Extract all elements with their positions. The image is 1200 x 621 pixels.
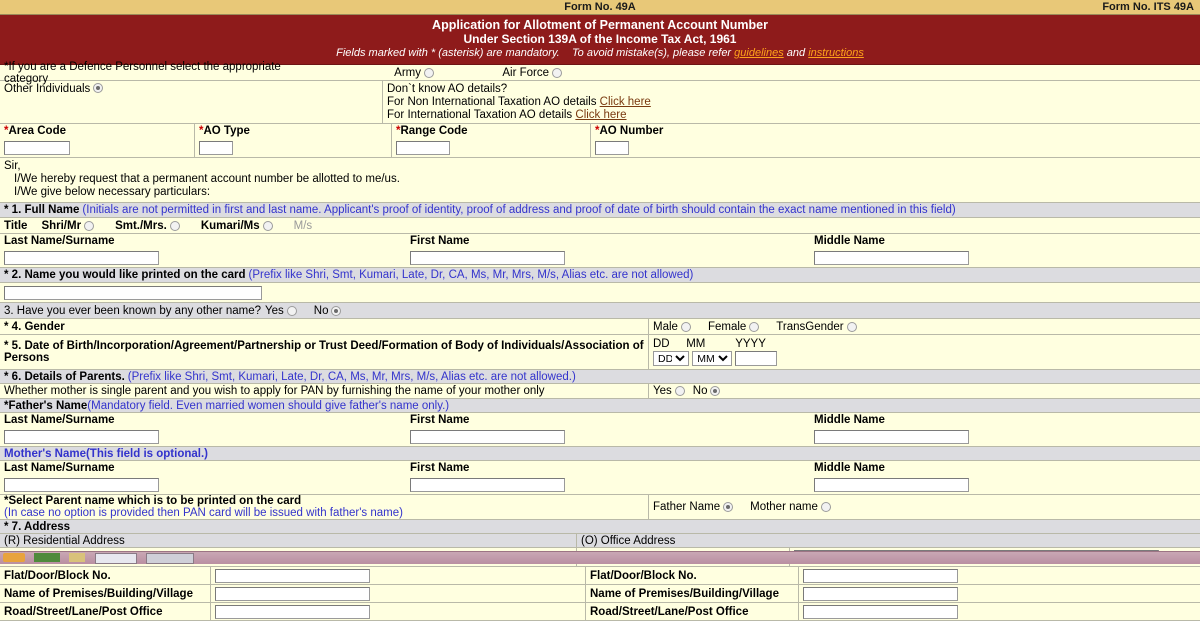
applicant-middle-name-label: Middle Name	[814, 235, 885, 247]
card-name-input-row	[0, 283, 1200, 303]
res-premises-input-cell	[211, 585, 586, 602]
res-flat-input[interactable]	[215, 569, 370, 583]
q3-yes-radio[interactable]	[287, 306, 297, 316]
ao-help-intl-text: For International Taxation AO details	[387, 108, 573, 121]
mother-middle-name-input-cell	[810, 475, 1200, 494]
address-row	[0, 585, 1200, 603]
form-number-right: Form No. ITS 49A	[1102, 1, 1194, 13]
gender-transgender-radio[interactable]	[847, 322, 857, 332]
parent-mother-label: Mother name	[750, 501, 818, 513]
airforce-option[interactable]	[441, 65, 569, 80]
defence-row-spacer	[569, 65, 1200, 80]
father-last-name-input[interactable]	[4, 430, 159, 444]
mother-name-input-row	[0, 475, 1200, 495]
parent-father-label: Father Name	[653, 501, 721, 513]
mother-name-label-row	[0, 461, 1200, 475]
single-parent-yes-radio[interactable]	[675, 386, 685, 396]
single-parent-no-radio[interactable]	[710, 386, 720, 396]
res-flat-label: Flat/Door/Block No.	[4, 569, 111, 582]
mother-name-header: Mother's Name(This field is optional.)	[4, 447, 209, 460]
ao-number-label: AO Number	[599, 125, 664, 137]
q5-fields-cell	[649, 335, 1200, 369]
title-shri-label: Shri/Mr	[41, 219, 82, 232]
non-intl-click-here-link[interactable]: Click here	[599, 95, 651, 108]
father-name-header-row	[0, 399, 1200, 413]
form-number-center: Form No. 49A	[564, 1, 636, 13]
title-label: Title	[4, 219, 28, 232]
area-code-label: Area Code	[8, 125, 67, 137]
off-premises-label: Name of Premises/Building/Village	[590, 587, 779, 600]
q6-title: * 6. Details of Parents.	[4, 370, 125, 383]
ao-number-asterisk: *	[595, 125, 600, 137]
form-title-banner	[0, 15, 1200, 65]
gender-female-radio[interactable]	[749, 322, 759, 332]
father-first-name-input[interactable]	[410, 430, 565, 444]
q7-title: * 7. Address	[4, 520, 71, 533]
applicant-first-name-input[interactable]	[410, 251, 565, 265]
other-individuals-row	[0, 81, 1200, 124]
title-kumari-label: Kumari/Ms	[200, 219, 260, 232]
applicant-name-label-row	[0, 234, 1200, 248]
army-label: Army	[394, 66, 421, 79]
off-road-input[interactable]	[803, 605, 958, 619]
area-code-input[interactable]	[4, 141, 70, 155]
applicant-last-name-label: Last Name/Surname	[4, 235, 115, 247]
res-flat-input-cell	[211, 567, 586, 584]
mother-last-name-input-cell	[0, 475, 406, 494]
defence-personnel-label-cell	[0, 60, 328, 85]
range-code-asterisk: *	[396, 125, 401, 137]
area-code-label-cell	[0, 124, 195, 138]
mother-last-name-input[interactable]	[4, 478, 159, 492]
gender-male-label: Male	[653, 320, 678, 333]
airforce-label: Air Force	[502, 66, 549, 79]
defence-personnel-label: *If you are a Defence Personnel select the appropriate category	[4, 60, 281, 85]
single-parent-options-cell	[649, 384, 1200, 398]
off-flat-label-cell	[586, 567, 799, 584]
ao-number-input[interactable]	[595, 141, 629, 155]
res-premises-label: Name of Premises/Building/Village	[4, 587, 193, 600]
q5-label-cell	[0, 335, 649, 369]
q2-header-row	[0, 268, 1200, 283]
off-flat-label: Flat/Door/Block No.	[590, 569, 697, 582]
single-parent-no-label: No	[692, 385, 708, 397]
form-subtitle: Under Section 139A of the Income Tax Act, 1961	[463, 32, 737, 46]
res-road-input-cell	[211, 603, 586, 620]
parent-mother-radio[interactable]	[821, 502, 831, 512]
res-road-label: Road/Street/Lane/Post Office	[4, 605, 163, 618]
mother-middle-name-input[interactable]	[814, 478, 969, 492]
off-premises-input-cell	[799, 585, 1200, 602]
mother-last-name-label-cell	[0, 461, 406, 475]
dob-dd-header: DD	[653, 337, 670, 350]
area-code-asterisk: *	[4, 125, 9, 137]
ao-type-input-cell	[195, 138, 392, 157]
asterisk-glyph: *	[430, 47, 436, 59]
address-row	[0, 603, 1200, 621]
area-code-input-cell	[0, 138, 195, 157]
father-middle-name-input[interactable]	[814, 430, 969, 444]
mother-middle-name-label: Middle Name	[814, 462, 885, 474]
q3-no-label: No	[313, 304, 329, 317]
q7-header-cell	[0, 520, 1200, 533]
q3-label: 3. Have you ever been known by any other name?	[4, 304, 261, 317]
select-parent-options-cell	[649, 495, 1200, 519]
mother-name-header-cell	[0, 447, 1200, 460]
card-name-input-cell	[0, 283, 1200, 302]
applicant-first-name-label: First Name	[410, 235, 470, 247]
q3-cell	[0, 303, 1200, 318]
title-smt-radio[interactable]	[170, 221, 180, 231]
q1-header-row	[0, 203, 1200, 218]
res-road-input[interactable]	[215, 605, 370, 619]
single-parent-row	[0, 384, 1200, 399]
form-number-bar	[0, 0, 1200, 15]
gender-male-radio[interactable]	[681, 322, 691, 332]
title-kumari-radio[interactable]	[263, 221, 273, 231]
airforce-radio[interactable]	[552, 68, 562, 78]
ao-help-cell	[383, 81, 1200, 123]
applicant-last-name-input-cell	[0, 248, 406, 267]
taskbar-app-icon-2[interactable]	[69, 553, 85, 562]
mandatory-note-c: To avoid mistake(s), please refer	[571, 47, 732, 59]
single-parent-label: Whether mother is single parent and you wish to apply for PAN by furnishing the name of your mother only	[4, 385, 545, 397]
salutation-block	[0, 158, 1200, 203]
title-ms-label: M/s	[293, 219, 313, 232]
applicant-first-name-label-cell	[406, 234, 810, 248]
father-name-note: (Mandatory field. Even married women should give father's name only.)	[87, 399, 450, 412]
defence-personnel-row	[0, 60, 1200, 85]
off-premises-input[interactable]	[803, 587, 958, 601]
title-smt-label: Smt./Mrs.	[115, 219, 167, 232]
select-parent-line2: (In case no option is provided then PAN card will be issued with father's name)	[4, 507, 403, 519]
mandatory-note-b: (asterisk) are mandatory.	[438, 47, 560, 59]
father-name-header: *Father's Name	[4, 399, 88, 412]
dob-inputs	[653, 351, 777, 367]
ao-code-input-row	[0, 138, 1200, 158]
salutation-line2: I/We give below necessary particulars:	[14, 186, 211, 198]
ao-help-question: Don`t know AO details?	[387, 82, 508, 95]
instructions-link[interactable]: instructions	[808, 47, 864, 59]
range-code-input-cell	[392, 138, 591, 157]
q2-header-cell	[0, 268, 1200, 282]
applicant-middle-name-input-cell	[810, 248, 1200, 267]
q4-label: * 4. Gender	[4, 320, 65, 333]
father-first-name-label: First Name	[410, 414, 470, 426]
ao-type-label: AO Type	[203, 125, 250, 137]
q6-header-cell	[0, 370, 1200, 383]
father-middle-name-label: Middle Name	[814, 414, 885, 426]
applicant-last-name-input[interactable]	[4, 251, 159, 265]
q7-header-row	[0, 520, 1200, 534]
father-middle-name-label-cell	[810, 413, 1200, 427]
dob-year-input[interactable]	[735, 351, 777, 366]
title-radio-row	[0, 218, 1200, 234]
dob-mm-header: MM	[686, 337, 706, 350]
off-road-label-cell	[586, 603, 799, 620]
ao-help-intl-line	[387, 109, 627, 122]
taskbar-app-icon-4[interactable]	[146, 553, 194, 564]
gender-female-label: Female	[707, 320, 747, 333]
q2-title: * 2. Name you would like printed on the card	[4, 269, 246, 281]
mother-last-name-label: Last Name/Surname	[4, 462, 115, 474]
dob-day-select[interactable]	[653, 351, 689, 366]
father-last-name-label-cell	[0, 413, 406, 427]
title-shri-radio[interactable]	[84, 221, 94, 231]
applicant-middle-name-label-cell	[810, 234, 1200, 248]
single-parent-yes-label: Yes	[653, 385, 672, 397]
q4-label-cell	[0, 319, 649, 334]
res-premises-label-cell	[0, 585, 211, 602]
card-name-input[interactable]	[4, 286, 262, 300]
address-column-header-row	[0, 534, 1200, 548]
other-individuals-label: Other Individuals	[4, 83, 91, 95]
q3-row	[0, 303, 1200, 319]
applicant-name-input-row	[0, 248, 1200, 268]
applicant-first-name-input-cell	[406, 248, 810, 267]
taskbar-app-icon-3[interactable]	[95, 553, 137, 564]
select-parent-row	[0, 495, 1200, 520]
range-code-input[interactable]	[396, 141, 450, 155]
mother-first-name-input-cell	[406, 475, 810, 494]
q1-note: (Initials are not permitted in first and last name. Applicant's proof of identity, proof of address and proof of date of birth should contain the exact name mentioned in this field)	[82, 204, 956, 216]
res-premises-input[interactable]	[215, 587, 370, 601]
mother-first-name-label-cell	[406, 461, 810, 475]
salutation-line1: I/We hereby request that a permanent account number be allotted to me/us.	[14, 173, 400, 185]
office-address-header-cell	[577, 534, 1200, 547]
form-title: Application for Allotment of Permanent Account Number	[432, 18, 768, 32]
q2-note: (Prefix like Shri, Smt, Kumari, Late, Dr, CA, Ms, Mr, Mrs, M/s, Alias etc. are not allowed)	[248, 269, 694, 281]
q6-header-row	[0, 370, 1200, 384]
off-road-input-cell	[799, 603, 1200, 620]
mother-first-name-input[interactable]	[410, 478, 565, 492]
q5-dob-row	[0, 335, 1200, 370]
off-flat-input-cell	[799, 567, 1200, 584]
select-parent-line1: *Select Parent name which is to be printed on the card	[4, 495, 302, 507]
ao-type-input[interactable]	[199, 141, 233, 155]
q6-note: (Prefix like Shri, Smt, Kumari, Late, Dr, CA, Ms, Mr, Mrs, M/s, Alias etc. are not allowed.)	[127, 370, 576, 383]
taskbar-app-icon-1[interactable]	[34, 553, 60, 562]
salutation-sir: Sir,	[4, 160, 21, 172]
ao-help-non-intl-text: For Non International Taxation AO details	[387, 95, 597, 108]
mother-name-header-row	[0, 447, 1200, 461]
q1-header-cell	[0, 203, 1200, 217]
q3-yes-label: Yes	[265, 304, 284, 317]
parent-father-radio[interactable]	[723, 502, 733, 512]
os-taskbar[interactable]	[0, 551, 1200, 564]
applicant-middle-name-input[interactable]	[814, 251, 969, 265]
off-flat-input[interactable]	[803, 569, 958, 583]
gender-transgender-label: TransGender	[776, 320, 844, 333]
intl-click-here-link[interactable]: Click here	[575, 108, 627, 121]
taskbar-start-icon[interactable]	[3, 553, 25, 562]
ao-type-label-cell	[195, 124, 392, 138]
title-radio-cell	[0, 218, 1200, 233]
off-premises-label-cell	[586, 585, 799, 602]
father-name-header-cell	[0, 399, 1200, 412]
mother-first-name-label: First Name	[410, 462, 470, 474]
father-name-label-row	[0, 413, 1200, 427]
dob-column-headers	[653, 338, 766, 350]
father-middle-name-input-cell	[810, 427, 1200, 446]
off-road-label: Road/Street/Lane/Post Office	[590, 605, 749, 618]
q4-gender-row	[0, 319, 1200, 335]
other-individuals-radio[interactable]	[93, 83, 103, 93]
mandatory-note-a: Fields marked with	[336, 47, 428, 59]
father-first-name-input-cell	[406, 427, 810, 446]
q3-no-radio[interactable]	[331, 306, 341, 316]
mandatory-note	[0, 46, 1200, 60]
ao-help-non-intl-line	[387, 96, 651, 109]
q1-title: * 1. Full Name	[4, 204, 80, 216]
father-last-name-input-cell	[0, 427, 406, 446]
ao-number-label-cell	[591, 124, 1200, 138]
range-code-label: Range Code	[400, 125, 468, 137]
res-road-label-cell	[0, 603, 211, 620]
q5-label: * 5. Date of Birth/Incorporation/Agreement/Partnership or Trust Deed/Formation of Body of Individuals/Association of Persons	[4, 340, 644, 364]
army-option[interactable]	[328, 65, 441, 80]
q4-options-cell	[649, 319, 1200, 334]
ao-number-input-cell	[591, 138, 1200, 157]
army-radio[interactable]	[424, 68, 434, 78]
father-last-name-label: Last Name/Surname	[4, 414, 115, 426]
applicant-last-name-label-cell	[0, 234, 406, 248]
other-individuals-cell[interactable]	[0, 81, 383, 123]
residential-address-header-cell	[0, 534, 577, 547]
father-first-name-label-cell	[406, 413, 810, 427]
mother-middle-name-label-cell	[810, 461, 1200, 475]
residential-address-header: (R) Residential Address	[4, 534, 125, 547]
guidelines-link[interactable]: guidelines	[734, 47, 784, 59]
dob-month-select[interactable]	[692, 351, 732, 366]
select-parent-label-cell	[0, 495, 649, 519]
address-row	[0, 567, 1200, 585]
single-parent-label-cell	[0, 384, 649, 398]
mandatory-note-and: and	[786, 47, 806, 59]
res-flat-label-cell	[0, 567, 211, 584]
ao-type-asterisk: *	[199, 125, 204, 137]
ao-code-label-row	[0, 124, 1200, 138]
father-name-input-row	[0, 427, 1200, 447]
dob-yyyy-header: YYYY	[735, 337, 766, 350]
range-code-label-cell	[392, 124, 591, 138]
office-address-header: (O) Office Address	[581, 534, 676, 547]
